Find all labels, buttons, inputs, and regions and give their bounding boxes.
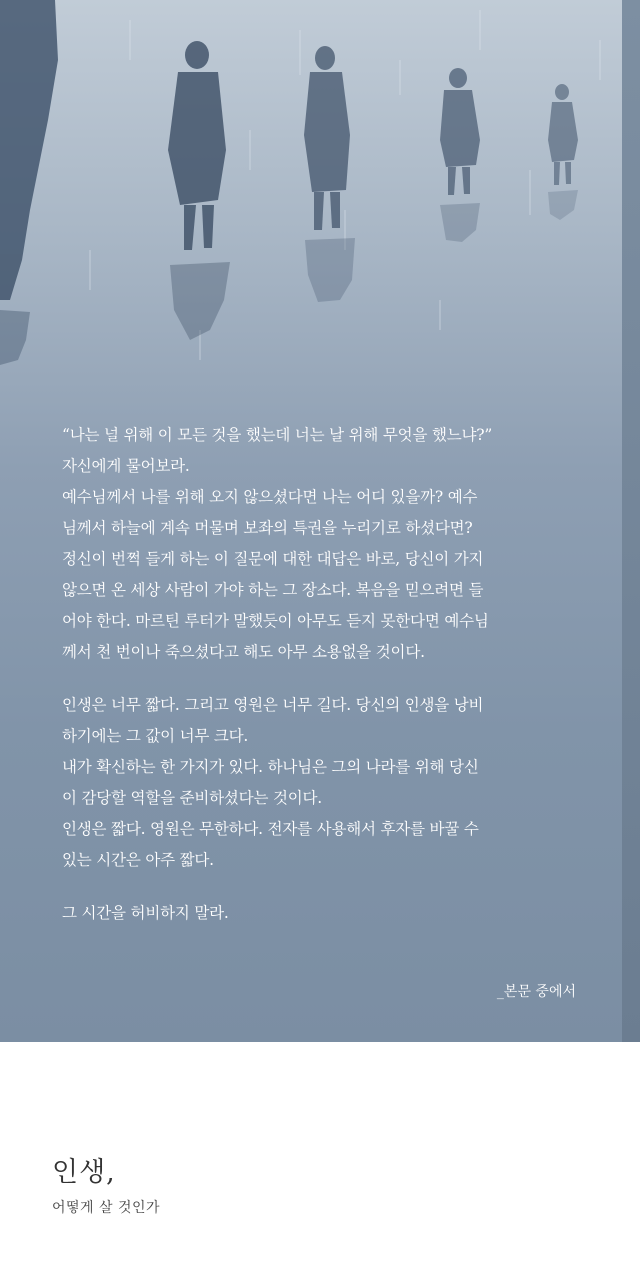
quote-line: 인생은 너무 짧다. 그리고 영원은 너무 길다. 당신의 인생을 낭비 xyxy=(62,696,484,714)
quote-block xyxy=(62,420,592,929)
quote-line: 내가 확신하는 한 가지가 있다. 하나님은 그의 나라를 위해 당신 xyxy=(62,758,479,776)
quote-line: 정신이 번쩍 들게 하는 이 질문에 대한 대답은 바로, 당신이 가지 xyxy=(62,550,484,568)
quote-line: 예수님께서 나를 위해 오지 않으셨다면 나는 어디 있을까? 예수 xyxy=(62,488,478,506)
figure-center xyxy=(304,46,355,302)
book-subtitle: 어떻게 살 것인가 xyxy=(52,1200,161,1216)
quote-paragraph-1 xyxy=(62,420,592,668)
figure-right xyxy=(440,68,480,242)
quote-line: 께서 천 번이나 죽으셨다고 해도 아무 소용없을 것이다. xyxy=(62,643,425,661)
quote-line: 있는 시간은 아주 짧다. xyxy=(62,851,214,869)
quote-line: 어야 한다. 마르틴 루터가 말했듯이 아무도 듣지 못한다면 예수님 xyxy=(62,612,489,630)
figure-left xyxy=(0,0,58,365)
quote-line: “나는 널 위해 이 모든 것을 했는데 너는 날 위해 무엇을 했느냐?” xyxy=(62,426,493,444)
page-edge-strip xyxy=(622,0,640,1042)
quote-source: _본문 중에서 xyxy=(496,984,576,1000)
paragraph-gap xyxy=(62,668,592,690)
quote-line: 인생은 짧다. 영원은 무한하다. 전자를 사용해서 후자를 바꿀 수 xyxy=(62,820,479,838)
figure-far-right xyxy=(548,84,578,220)
figure-center-left xyxy=(168,41,230,340)
quote-line: 자신에게 물어보라. xyxy=(62,457,190,475)
quote-line: 이 감당할 역할을 준비하셨다는 것이다. xyxy=(62,789,323,807)
paragraph-gap xyxy=(62,876,592,898)
book-title: 인생, xyxy=(52,1157,116,1188)
quote-line: 하기에는 그 값이 너무 크다. xyxy=(62,727,249,745)
quote-line: 님께서 하늘에 계속 머물며 보좌의 특권을 누리기로 하셨다면? xyxy=(62,519,473,537)
quote-line: 그 시간을 허비하지 말라. xyxy=(62,904,229,922)
quote-line: 않으면 온 세상 사람이 가야 하는 그 장소다. 복음을 믿으려면 들 xyxy=(62,581,484,599)
quote-paragraph-3 xyxy=(62,898,592,929)
quote-paragraph-2 xyxy=(62,690,592,876)
